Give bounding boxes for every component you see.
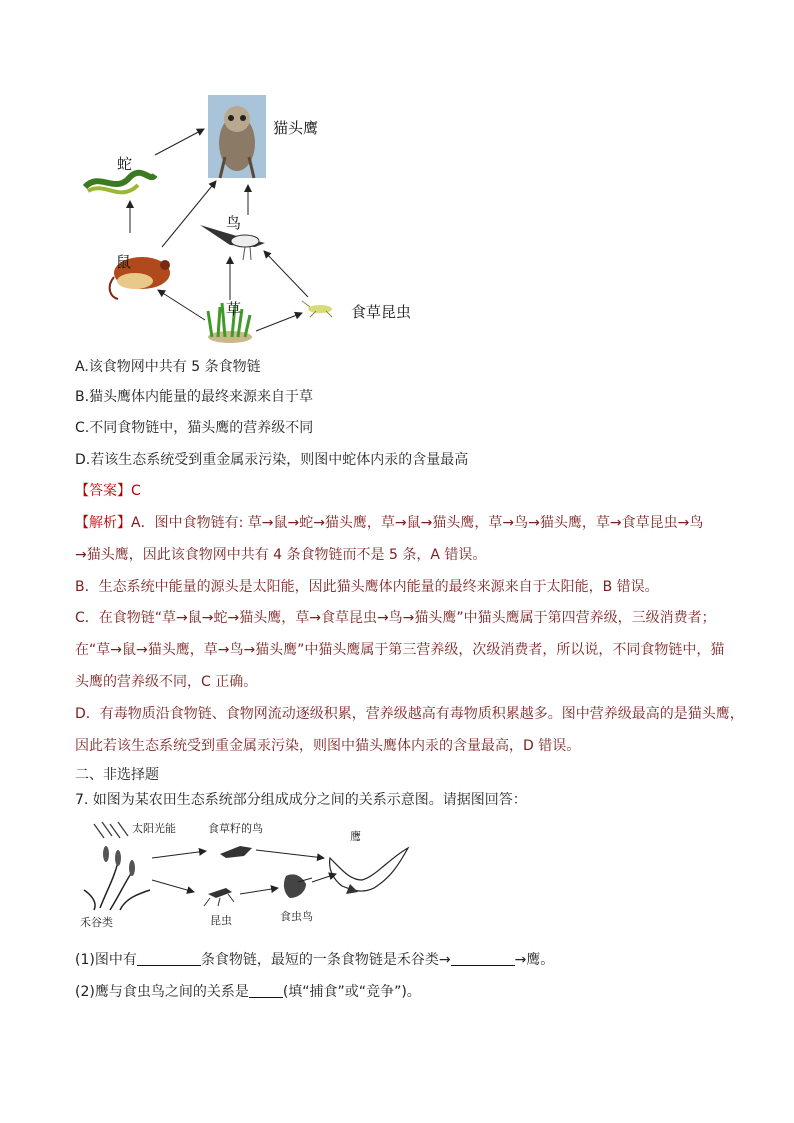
option-d: D.若该生态系统受到重金属汞污染，则图中蛇体内汞的含量最高 [75,452,469,468]
q2-text-a: (2)鹰与食虫鸟之间的关系是 [75,984,249,1000]
analysis-line-6: 头鹰的营养级不同，C 正确。 [75,674,258,690]
insect-bird-picture [284,874,312,898]
snake-picture [85,173,155,193]
label-sun: 太阳光能 [132,822,176,835]
label-mouse: 鼠 [116,253,132,271]
answer-label: 【答案】 [75,483,131,499]
q1-blank-1[interactable] [137,951,201,966]
question7-part1 [75,950,554,970]
q1-text-a: (1)图中有 [75,952,137,968]
q2-text-b: (填“捕食”或“竞争”)。 [282,984,421,1000]
q1-text-b: 条食物链，最短的一条食物链是禾谷类→ [200,952,451,968]
option-b: B.猫头鹰体内能量的最终来源来自于草 [75,389,314,405]
label-insect: 食草昆虫 [351,303,412,321]
label-bird: 鸟 [226,214,242,232]
food-web-figure [70,85,430,355]
analysis-line-4: C．在食物链“草→鼠→蛇→猫头鹰，草→食草昆虫→鸟→猫头鹰”中猫头鹰属于第四营养级，三级消费者； [75,610,716,626]
seed-bird-picture [220,846,252,858]
analysis-line-2: →猫头鹰，因此该食物网中共有 4 条食物链而不是 5 条，A 错误。 [75,547,487,563]
label-eagle: 鹰 [350,830,361,843]
analysis-line-7: D．有毒物质沿食物链、食物网流动逐级积累，营养级越高有毒物质积累越多。图中营养级最高的是猫头鹰， [75,706,744,722]
label-grain: 禾谷类 [80,916,113,929]
analysis-label: 【解析】 [75,515,131,531]
question7-stem: 7. 如图为某农田生态系统部分组成成分之间的关系示意图。请据图回答： [75,792,527,808]
label-snake: 蛇 [117,155,133,173]
insect-picture-2 [204,888,234,906]
analysis-text-1: A．图中食物链有: 草→鼠→蛇→猫头鹰，草→鼠→猫头鹰，草→鸟→猫头鹰，草→食草昆虫→鸟 [131,515,704,531]
q1-text-c: →鹰。 [514,952,555,968]
label-insect-2: 昆虫 [210,914,232,927]
analysis-line-5: 在“草→鼠→猫头鹰，草→鸟→猫头鹰”中猫头鹰属于第三营养级，次级消费者，所以说，不同食物链中，猫 [75,642,725,658]
label-grass: 草 [226,300,242,318]
owl-picture [208,95,266,178]
insect-picture [302,301,332,317]
answer-line [75,481,141,501]
analysis-line-1 [75,513,703,533]
sunlight-rays [94,822,128,838]
eagle-picture [330,848,408,894]
label-insect-bird: 食虫鸟 [280,910,313,923]
grain-picture [84,846,150,910]
label-owl: 猫头鹰 [273,119,319,137]
q2-blank[interactable] [249,983,283,998]
label-seed-bird: 食草籽的鸟 [208,822,263,835]
analysis-line-8: 因此若该生态系统受到重金属汞污染，则图中猫头鹰体内汞的含量最高，D 错误。 [75,738,581,754]
option-a: A.该食物网中共有 5 条食物链 [75,359,261,375]
farmland-figure [80,818,420,930]
section-title: 二、非选择题 [75,767,159,783]
answer-value: C [131,483,141,499]
question7-part2 [75,982,421,1002]
analysis-line-3: B．生态系统中能量的源头是太阳能，因此猫头鹰体内能量的最终来源来自于太阳能，B 错误。 [75,579,659,595]
q1-blank-2[interactable] [451,951,515,966]
option-c: C.不同食物链中，猫头鹰的营养级不同 [75,420,314,436]
